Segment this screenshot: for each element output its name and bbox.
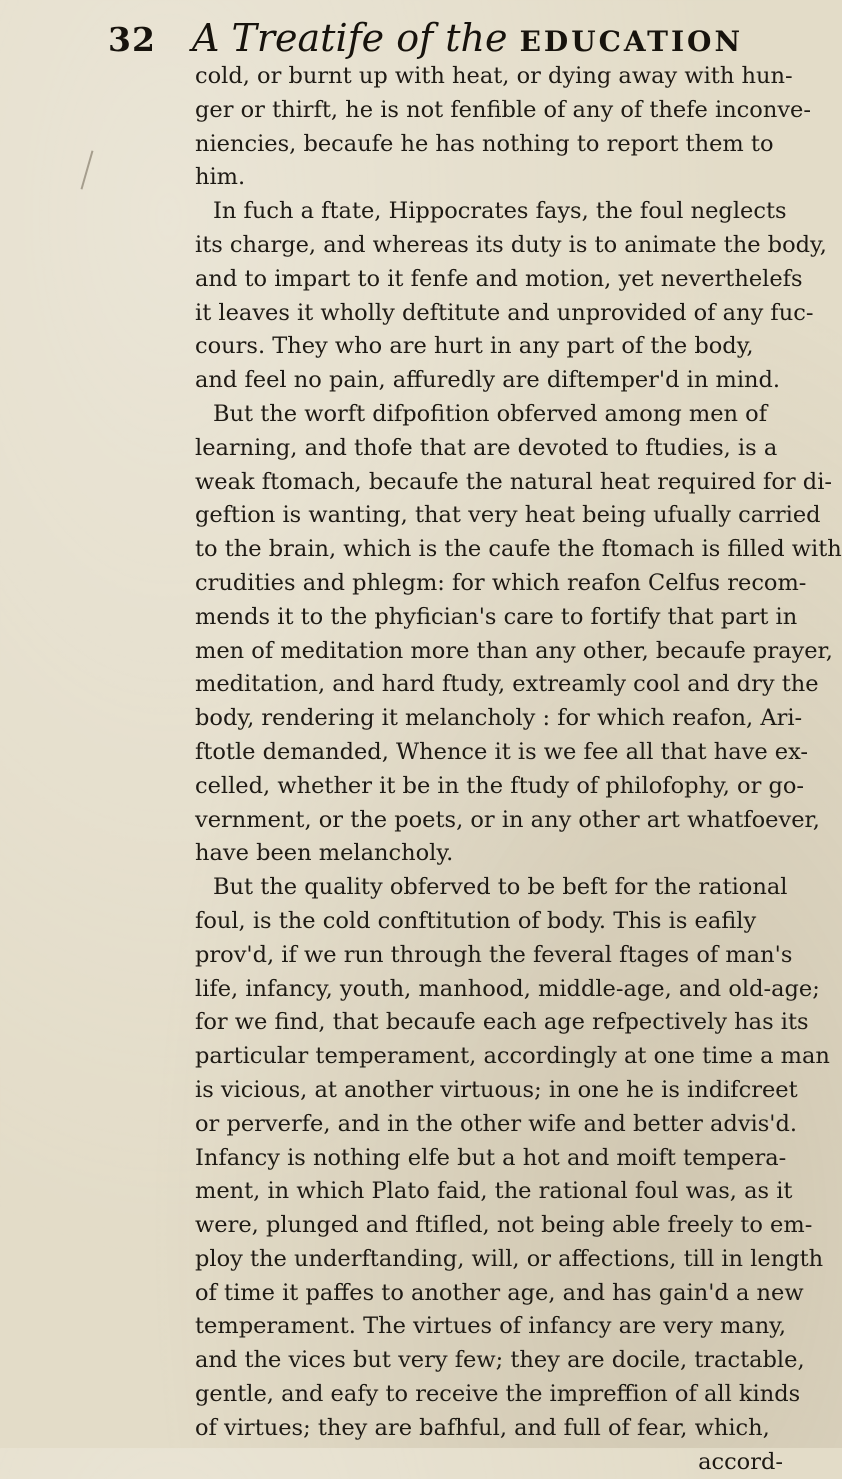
text-line: crudities and phlegm: for which reafon Celfus recom- bbox=[195, 569, 807, 596]
text-line: meditation, and hard ftudy, extreamly cool and dry the bbox=[195, 671, 819, 698]
text-line: temperament. The virtues of infancy are very many, bbox=[195, 1313, 787, 1340]
text-line: life, infancy, youth, manhood, middle-age, and old-age; bbox=[195, 975, 820, 1002]
text-line: of time it paffes to another age, and has gain'd a new bbox=[195, 1279, 804, 1306]
page-number: 32 bbox=[108, 20, 156, 59]
text-line: mends it to the phyfician's care to fortify that part in bbox=[195, 603, 798, 630]
text-line: to the brain, which is the caufe the ftomach is filled with bbox=[195, 536, 842, 563]
body-text bbox=[195, 60, 842, 1479]
text-line: Infancy is nothing elfe but a hot and moift tempera- bbox=[195, 1144, 787, 1171]
running-title-prefix: A Treatife of the bbox=[192, 16, 508, 60]
running-title-caps: EDUCATION bbox=[519, 25, 744, 58]
text-line: weak ftomach, becaufe the natural heat required for di- bbox=[195, 468, 832, 495]
text-line: and to impart to it fenfe and motion, yet neverthelefs bbox=[195, 265, 803, 292]
text-line: were, plunged and ftifled, not being able freely to em- bbox=[195, 1212, 813, 1239]
text-line: celled, whether it be in the ftudy of philofophy, or go- bbox=[195, 772, 805, 799]
text-line: gentle, and eafy to receive the impreffion of all kinds bbox=[195, 1381, 801, 1408]
text-line: or perverfe, and in the other wife and better advis'd. bbox=[195, 1110, 798, 1137]
text-line: it leaves it wholly deftitute and unprovided of any fuc- bbox=[195, 299, 814, 326]
text-line: But the quality obferved to be beft for the rational bbox=[213, 874, 788, 901]
margin-ink-mark bbox=[81, 150, 94, 189]
text-line: geftion is wanting, that very heat being ufually carried bbox=[195, 502, 821, 529]
catchword: accord- bbox=[698, 1448, 783, 1475]
text-line: cours. They who are hurt in any part of the body, bbox=[195, 333, 754, 360]
running-title bbox=[192, 16, 743, 60]
text-line: its charge, and whereas its duty is to animate the body, bbox=[195, 231, 827, 258]
text-line: for we find, that becaufe each age refpectively has its bbox=[195, 1009, 809, 1036]
text-line: But the worft difpofition obferved among men of bbox=[213, 400, 768, 427]
text-line: learning, and thofe that are devoted to ftudies, is a bbox=[195, 434, 778, 461]
text-line: particular temperament, accordingly at one time a man bbox=[195, 1043, 830, 1070]
text-line: is vicious, at another virtuous; in one he is indifcreet bbox=[195, 1076, 798, 1103]
text-line: vernment, or the poets, or in any other art whatfoever, bbox=[195, 806, 820, 833]
text-line: niencies, becaufe he has nothing to report them to bbox=[195, 130, 774, 157]
text-line: men of meditation more than any other, becaufe prayer, bbox=[195, 637, 833, 664]
text-line: and the vices but very few; they are docile, tractable, bbox=[195, 1347, 805, 1374]
running-header bbox=[108, 8, 788, 62]
text-line: ploy the underftanding, will, or affections, till in length bbox=[195, 1245, 824, 1272]
text-line: have been melancholy. bbox=[195, 840, 454, 867]
text-line: and feel no pain, affuredly are diftemper'd in mind. bbox=[195, 367, 781, 394]
text-line: body, rendering it melancholy : for which reafon, Ari- bbox=[195, 705, 803, 732]
text-line: In fuch a ftate, Hippocrates fays, the foul neglects bbox=[213, 198, 787, 225]
text-line: foul, is the cold conftitution of body. This is eafily bbox=[195, 907, 757, 934]
text-line: him. bbox=[195, 164, 246, 191]
text-line: prov'd, if we run through the feveral ftages of man's bbox=[195, 941, 793, 968]
text-line: ftotle demanded, Whence it is we fee all that have ex- bbox=[195, 738, 809, 765]
text-line: ment, in which Plato faid, the rational foul was, as it bbox=[195, 1178, 793, 1205]
text-line: of virtues; they are bafhful, and full of fear, which, bbox=[195, 1414, 770, 1441]
text-line: ger or thirft, he is not fenfible of any of thefe inconve- bbox=[195, 96, 811, 123]
text-line: cold, or burnt up with heat, or dying away with hun- bbox=[195, 63, 793, 89]
